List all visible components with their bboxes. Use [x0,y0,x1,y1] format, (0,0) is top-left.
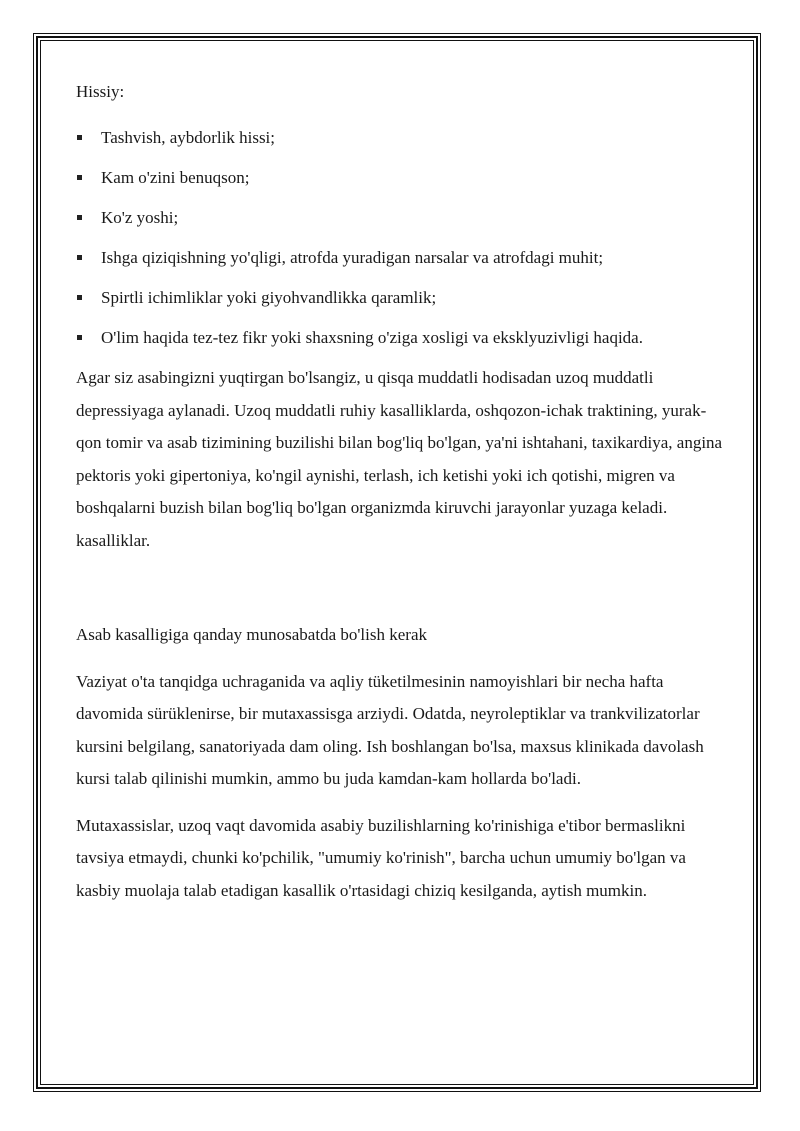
paragraph-treatment: Vaziyat o'ta tanqidga uchraganida va aqliy tüketilmesinin namoyishlari bir necha hafta davomida sürüklenirse, bir mutaxassisga arziydi. Odatda, neyroleptiklar va trankvilizatorlar kursini belgilang, sanatoriyada dam oling. Ish boshlangan bo'lsa, maxsus klinikada davolash kursi talab qilinishi mumkin, ammo bu juda kamdan-kam hollarda bo'ladi. [76,671,704,789]
section-spacer [76,557,726,619]
square-bullet-icon [77,295,82,300]
square-bullet-icon [77,175,82,180]
list-item [76,282,726,313]
square-bullet-icon [77,135,82,140]
section-heading-treatment: Asab kasalligiga qanday munosabatda bo'lish kerak [76,625,427,645]
square-bullet-icon [77,335,82,340]
list-item-text: O'lim haqida tez-tez fikr yoki shaxsning o'ziga xosligi va eksklyuzivligi haqida. [101,328,643,348]
list-item-text: Spirtli ichimliklar yoki giyohvandlikka qaramlik; [101,288,437,308]
square-bullet-icon [77,255,82,260]
list-item [76,162,726,193]
list-item [76,122,726,153]
square-bullet-icon [77,215,82,220]
list-item [76,242,726,273]
paragraph-specialists: Mutaxassislar, uzoq vaqt davomida asabiy buzilishlarning ko'rinishiga e'tibor bermaslikni tavsiya etmaydi, chunki ko'pchilik, "umumiy ko'rinish", barcha uchun umumiy bo'lgan va kasbiy muolaja talab etadigan kasallik o'rtasidagi chiziq kesilganda, aytish mumkin. [76,815,686,900]
symptom-list [76,122,726,353]
list-item-text: Kam o'zini benuqson; [101,168,250,188]
list-item [76,322,726,353]
section-heading-emotional: Hissiy: [76,82,125,101]
paragraph-consequences: Agar siz asabingizni yuqtirgan bo'lsangiz, u qisqa muddatli hodisadan uzoq muddatli depressiyaga aylanadi. Uzoq muddatli ruhiy kasalliklarda, oshqozon-ichak traktining, yurak-qon tomir va asab tizimining buzilishi bilan bog'liq bo'lgan, ya'ni ishtahani, taxikardiya, angina pektoris yoki gipertoniya, ko'ngil aynishi, terlash, ich ketishi yoki ich qotishi, migren va boshqalarni buzish bilan bog'liq bo'lgan organizmda kiruvchi jarayonlar yuzaga keladi. kasalliklar. [76,368,723,550]
list-item-text: Tashvish, aybdorlik hissi; [101,128,276,148]
list-item-text: Ishga qiziqishning yo'qligi, atrofda yuradigan narsalar va atrofdagi muhit; [101,248,604,268]
list-item-text: Ko'z yoshi; [101,208,179,228]
document-content [76,76,726,907]
list-item [76,202,726,233]
